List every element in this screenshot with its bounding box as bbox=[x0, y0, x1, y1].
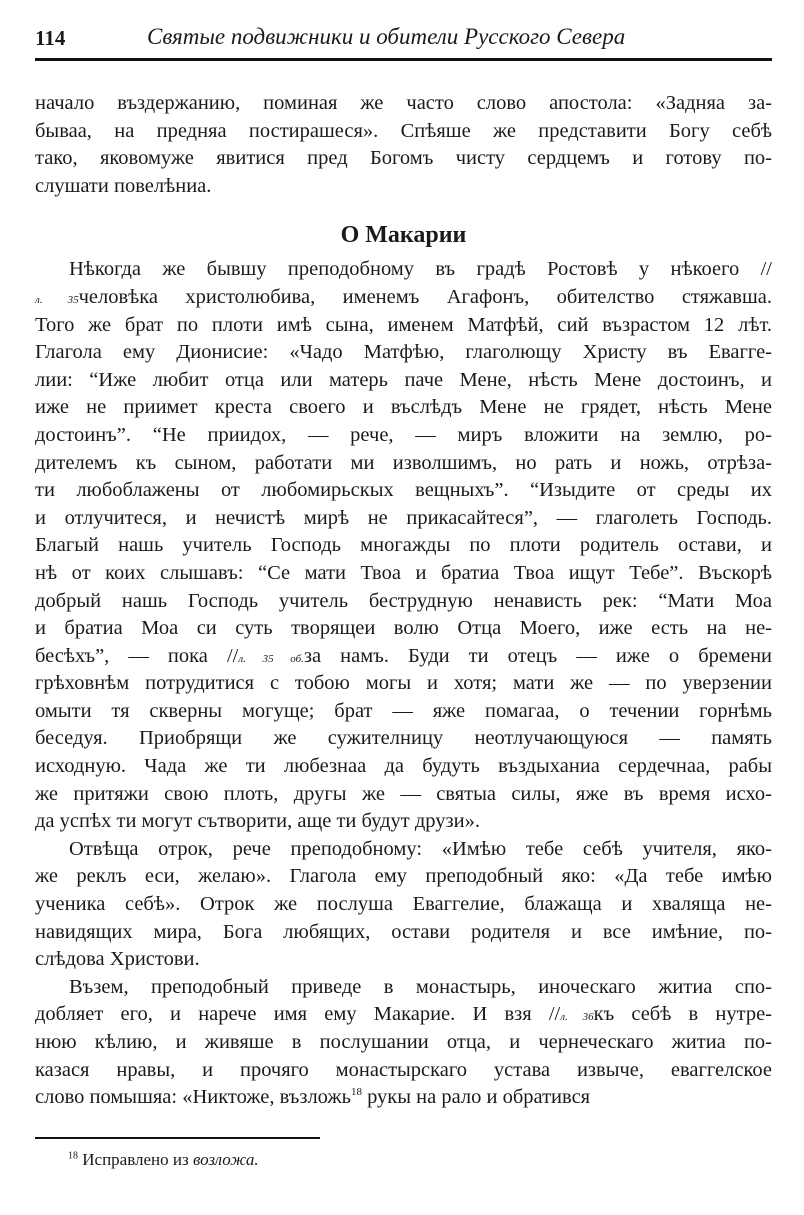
line-text: слѣдова Христови. bbox=[35, 948, 200, 971]
text-line bbox=[35, 974, 772, 1002]
running-header bbox=[35, 22, 772, 56]
folio-marker: л. 35 об. bbox=[238, 652, 304, 665]
text-line bbox=[35, 891, 772, 919]
text-line bbox=[35, 1029, 772, 1057]
page-number: 114 bbox=[35, 26, 66, 50]
footnote-rule bbox=[35, 1137, 320, 1139]
line-text: же притяжи свою плоть, другы же — святыа силы, яже въ время исхо- bbox=[35, 782, 772, 805]
paragraph bbox=[35, 974, 772, 1112]
line-text: да успѣх ти могут сътворити, аще ти будут друзи». bbox=[35, 810, 480, 833]
text-line bbox=[35, 1057, 772, 1085]
line-text: добрый нашь Господь учитель беструдную ненависть рек: “Мати Моа bbox=[35, 589, 772, 612]
folio-marker: л. 35 bbox=[35, 293, 79, 306]
line-text: достоинъ”. “Не приидох, — рече, — миръ вложити на землю, ро- bbox=[35, 423, 772, 446]
line-text: Възем, преподобный приведе в монастырь, иноческаго житиа спо- bbox=[69, 975, 772, 998]
text-line bbox=[35, 698, 772, 726]
paragraph bbox=[35, 90, 772, 200]
line-text: бываа, на предняа постирашеся». Спѣяше же представити Богу себѣ bbox=[35, 119, 772, 142]
text-line bbox=[35, 450, 772, 478]
text-line bbox=[35, 312, 772, 340]
line-text: грѣховнѣм потрудитися с тобою могы и хотя; мати же — по уверзении bbox=[35, 672, 772, 695]
page-body bbox=[35, 90, 772, 1112]
text-line bbox=[35, 1001, 772, 1029]
line-text: тако, яковомуже явитися пред Богомъ чисту сердцемъ и готову по- bbox=[35, 147, 772, 170]
text-line bbox=[35, 615, 772, 643]
text-line bbox=[35, 670, 772, 698]
section-heading: О Макарии bbox=[340, 222, 467, 249]
text-line bbox=[35, 145, 772, 173]
line-text: же реклъ еси, желаю». Глагола ему преподобный яко: «Да тебе имѣю bbox=[35, 865, 772, 888]
text-line bbox=[35, 173, 772, 201]
line-text: къ себѣ в нутре- bbox=[593, 1003, 773, 1026]
text-line bbox=[35, 505, 772, 533]
line-text: иже не приимет креста своего и въслѣдъ Мене не грядет, нѣсть Мене bbox=[35, 396, 772, 419]
text-line bbox=[35, 477, 772, 505]
line-text: навидящих мира, Бога любящих, остави родителя и все имѣние, по- bbox=[35, 920, 772, 943]
section-text bbox=[35, 256, 772, 1111]
footnote-text: Исправлено из bbox=[82, 1150, 189, 1169]
footnote bbox=[68, 1150, 259, 1170]
line-text: человѣка христолюбива, именемъ Агафонъ, обителство стяжавша. bbox=[78, 285, 773, 308]
text-line bbox=[35, 532, 772, 560]
line-text: казася нравы, и прочяго монастырскаго устава извыче, еваггелское bbox=[35, 1058, 772, 1081]
text-line bbox=[35, 753, 772, 781]
line-text: слушати повелѣниа. bbox=[35, 174, 212, 197]
line-text: нюю кѣлию, и живяше в послушании отца, и чернеческаго житиа по- bbox=[35, 1031, 772, 1053]
text-line bbox=[35, 339, 772, 367]
line-text: омыти тя скверны могуще; брат — яже помагаа, о течении горнѣмь bbox=[35, 699, 772, 722]
header-rule bbox=[35, 58, 772, 61]
text-line bbox=[35, 1084, 772, 1112]
line-text: Благый нашь учитель Господь многажды по плоти родитель остави, и bbox=[35, 534, 772, 557]
text-line bbox=[35, 643, 772, 671]
text-line bbox=[35, 90, 772, 118]
paragraph bbox=[35, 836, 772, 974]
text-line bbox=[35, 781, 772, 809]
text-line bbox=[35, 256, 772, 284]
footnote-italic: возложа. bbox=[192, 1150, 259, 1169]
text-line bbox=[35, 919, 772, 947]
folio-marker: л. 36 bbox=[560, 1011, 594, 1024]
text-line bbox=[35, 836, 772, 864]
line-text: ти любоблажены от любомирьскых вещныхъ”. “Изыдите от среды их bbox=[35, 479, 772, 502]
text-line bbox=[35, 808, 772, 836]
intro-paragraph bbox=[35, 90, 772, 200]
text-line bbox=[35, 394, 772, 422]
text-line bbox=[35, 284, 772, 312]
line-text: лии: “Иже любит отца или матерь паче Мене, нѣсть Мене достоинъ, и bbox=[35, 368, 772, 391]
text-line bbox=[35, 946, 772, 974]
text-line bbox=[35, 588, 772, 616]
line-text: ученика себѣ». Отрок же послуша Еваггелие, блажаща и хваляща не- bbox=[35, 893, 772, 916]
text-line bbox=[35, 118, 772, 146]
line-text: бесѣхъ”, — пока // bbox=[35, 644, 239, 667]
line-text: нѣ от коих слышавъ: “Се мати Твоа и братиа Твоа ищут Тебе”. Въскорѣ bbox=[35, 561, 772, 584]
paragraph bbox=[35, 256, 772, 835]
line-text: дителемъ къ сыном, работати ми изволшимъ, но рать и ножь, отрѣза- bbox=[35, 451, 772, 474]
line-text: начало въздержанию, поминая же часто слово апостола: «Задняа за- bbox=[35, 92, 772, 114]
line-text: добляет его, и нарече имя ему Макарие. И взя // bbox=[35, 1003, 561, 1026]
line-text: Глагола ему Дионисие: «Чадо Матфѣю, глаголющу Христу въ Евагге- bbox=[35, 341, 772, 364]
line-text: беседуя. Приобрящи же сужителницу неотлучающуюся — память bbox=[35, 727, 772, 750]
line-text: Того же брат по плоти имѣ сына, именем Матфѣй, сий възрастом 12 лѣт. bbox=[35, 313, 772, 336]
footnote-number: 18 bbox=[68, 1150, 78, 1162]
line-text: слово помышяа: «Никтоже, възложь bbox=[35, 1086, 351, 1109]
text-line bbox=[35, 725, 772, 753]
line-text: и братиа Моа си суть творящеи волю Отца Моего, иже есть на не- bbox=[35, 617, 772, 640]
text-line bbox=[35, 863, 772, 891]
running-title: Святые подвижники и обители Русского Севера bbox=[147, 24, 626, 49]
line-text: Отвѣща отрок, рече преподобному: «Имѣю тебе себѣ учителя, яко- bbox=[69, 837, 772, 860]
line-text: и отлучитеся, и нечистѣ мирѣ не прикасайтеся”, — глаголеть Господь. bbox=[35, 506, 772, 529]
line-text: исходную. Чада же ти любезнаа да будуть въздыханиа сердечнаа, рабы bbox=[35, 755, 772, 778]
line-text: рукы на рало и обратився bbox=[367, 1086, 591, 1109]
footnote-ref: 18 bbox=[350, 1086, 362, 1099]
text-line bbox=[35, 422, 772, 450]
text-line bbox=[35, 560, 772, 588]
line-text: Нѣкогда же бывшу преподобному въ градѣ Ростовѣ у нѣкоего // bbox=[69, 258, 772, 281]
line-text: за намъ. Буди ти отецъ — иже о бремени bbox=[303, 644, 773, 667]
text-line bbox=[35, 367, 772, 395]
